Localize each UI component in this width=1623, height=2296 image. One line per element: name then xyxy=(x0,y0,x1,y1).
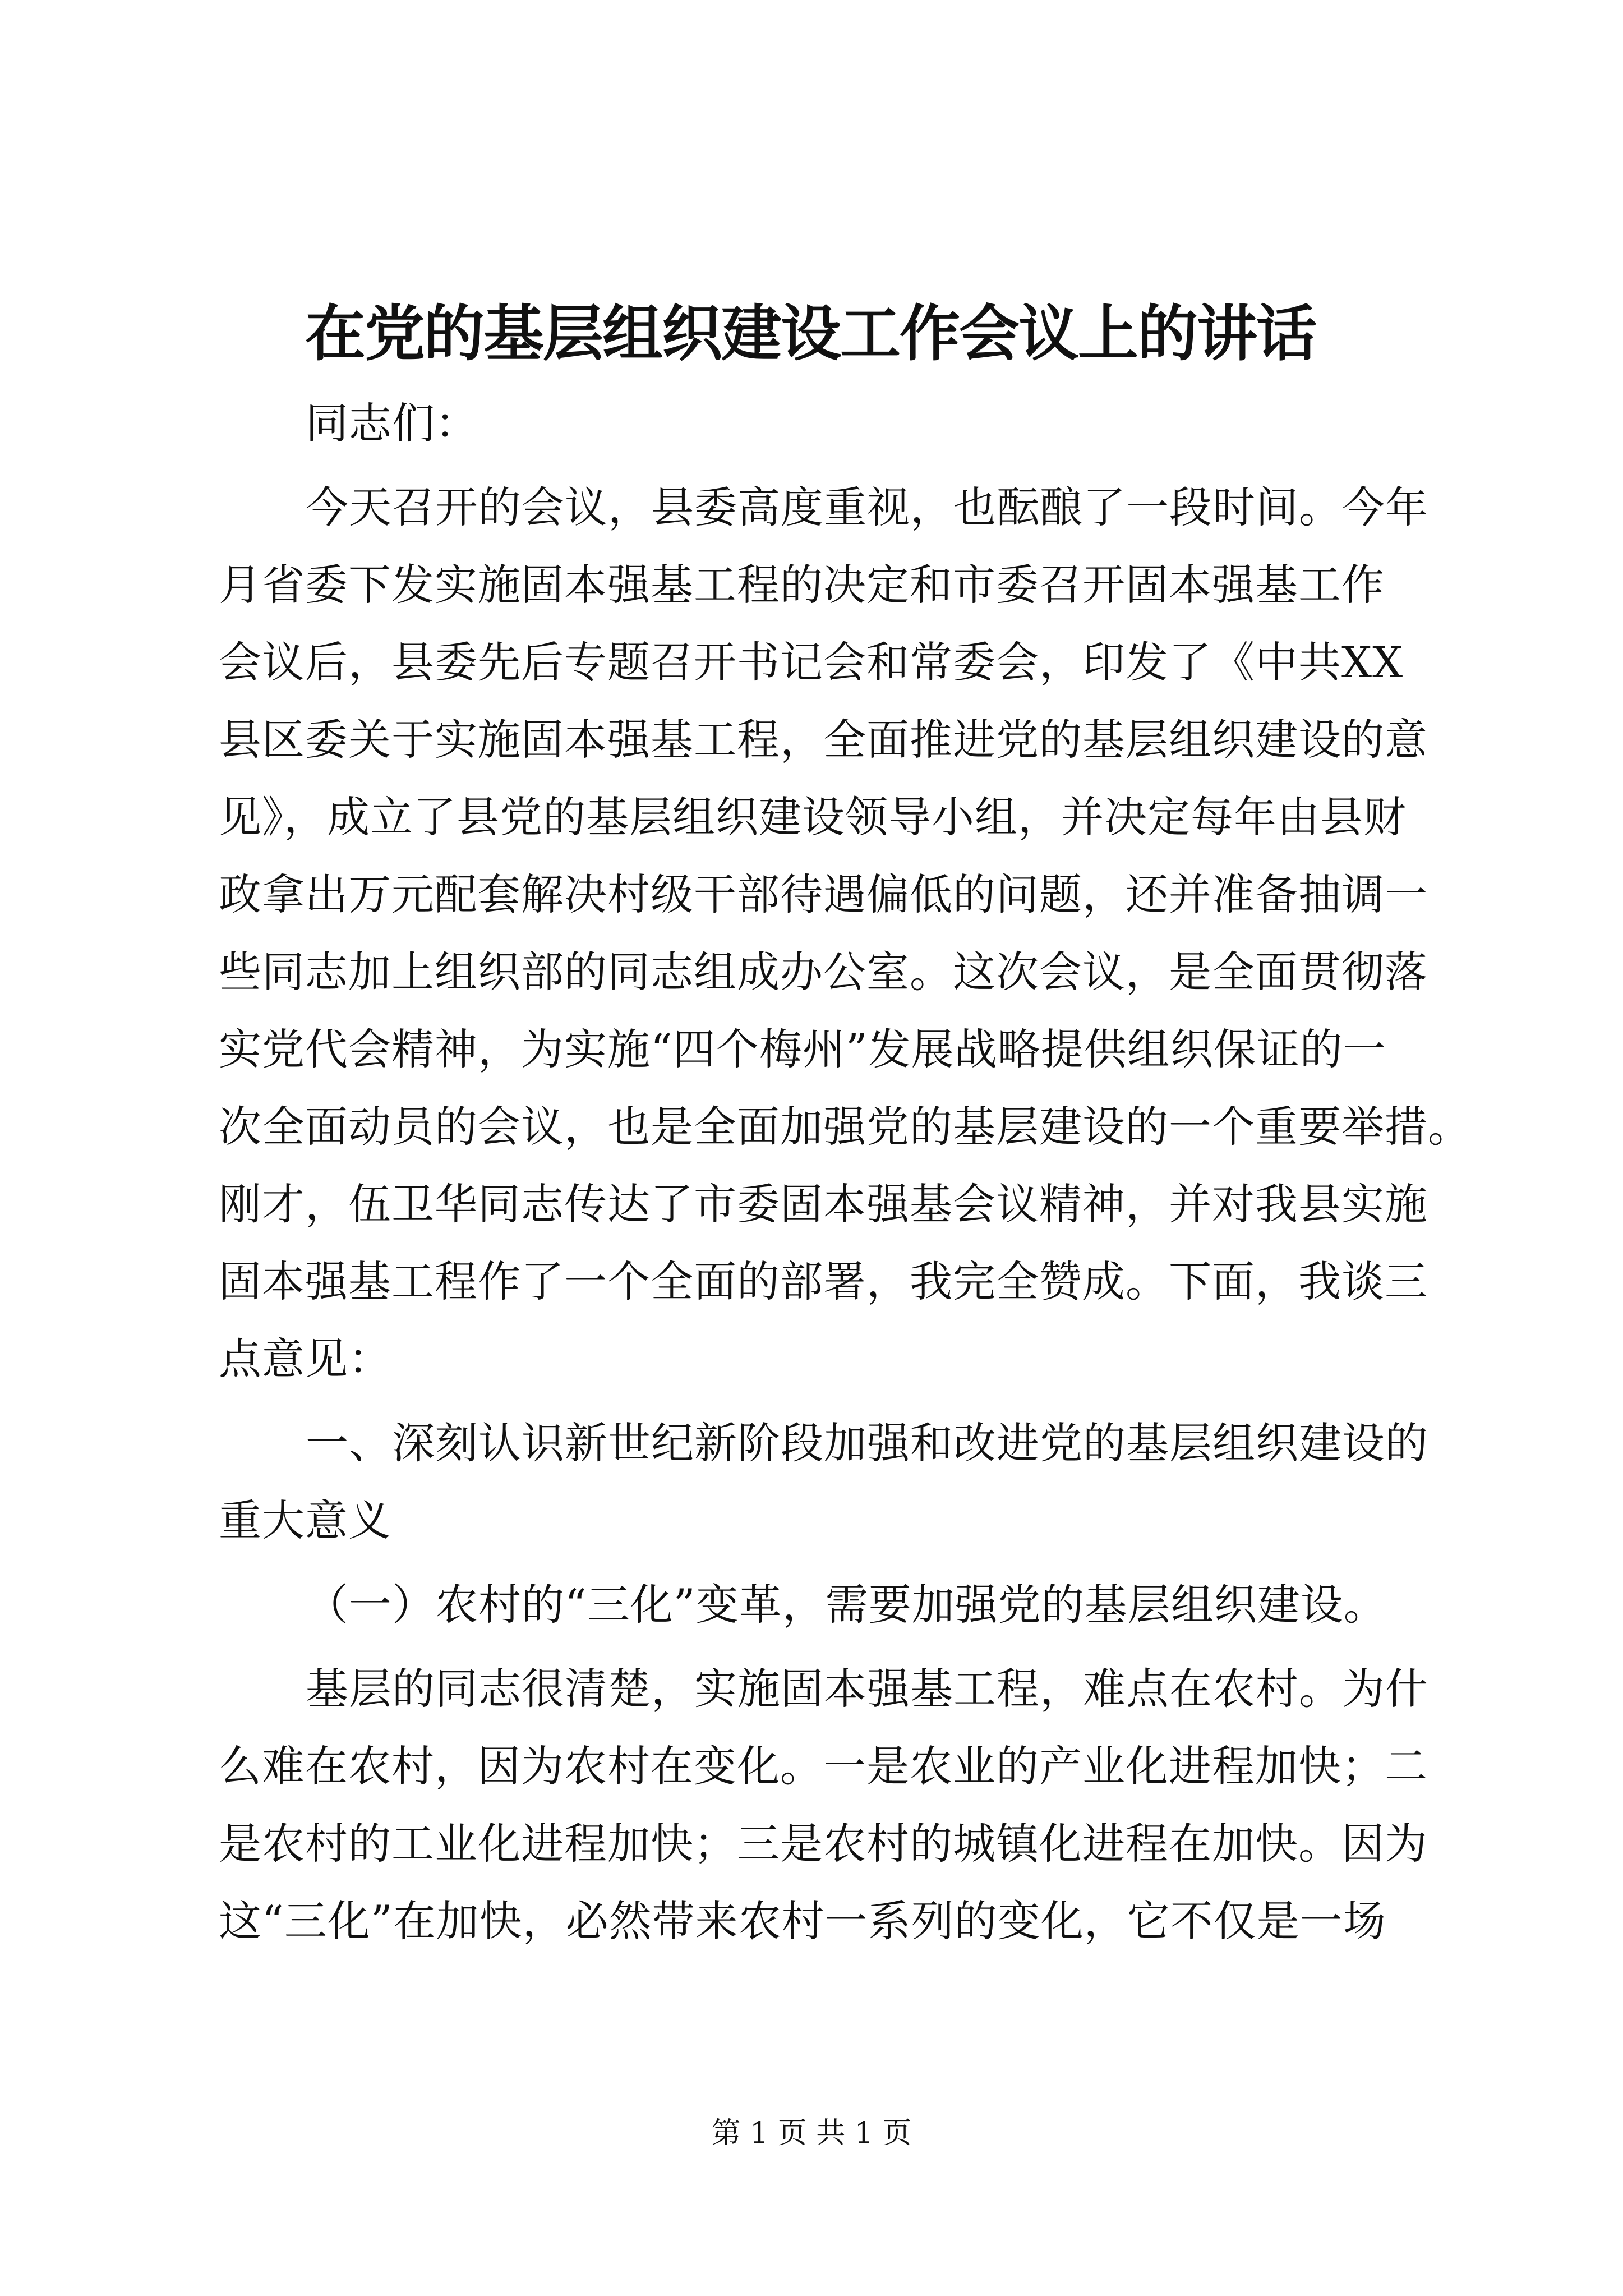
body-line: 这“三化”在加快，必然带来农村一系列的变化，它不仅是一场 xyxy=(219,1896,1386,1946)
body-line: 是农村的工业化进程加快；三是农村的城镇化进程在加快。因为 xyxy=(219,1819,1428,1869)
page-number-footer: 第 1 页 共 1 页 xyxy=(711,2116,912,2150)
document-title: 在党的基层组织建设工作会议上的讲话 xyxy=(305,298,1316,369)
section-heading-line: 一、深刻认识新世纪新阶段加强和改进党的基层组织建设的 xyxy=(306,1418,1428,1468)
body-line: 固本强基工程作了一个全面的部署，我完全赞成。下面，我谈三 xyxy=(219,1257,1428,1306)
body-line: 今天召开的会议，县委高度重视，也酝酿了一段时间。今年 xyxy=(306,482,1428,532)
body-line: 会议后，县委先后专题召开书记会和常委会，印发了《中共XX xyxy=(219,637,1404,687)
body-line: 月省委下发实施固本强基工程的决定和市委召开固本强基工作 xyxy=(219,560,1385,610)
body-line: 次全面动员的会议，也是全面加强党的基层建设的一个重要举措。 xyxy=(219,1102,1471,1152)
body-line: 些同志加上组织部的同志组成办公室。这次会议，是全面贯彻落 xyxy=(219,947,1428,997)
body-line: 政拿出万元配套解决村级干部待遇偏低的问题，还并准备抽调一 xyxy=(219,869,1428,919)
body-line: 刚才，伍卫华同志传达了市委固本强基会议精神，并对我县实施 xyxy=(219,1179,1428,1229)
body-line: 县区委关于实施固本强基工程，全面推进党的基层组织建设的意 xyxy=(219,715,1428,765)
salutation-line: 同志们： xyxy=(306,398,478,448)
body-line: 么难在农村，因为农村在变化。一是农业的产业化进程加快；二 xyxy=(219,1741,1428,1791)
section-heading-line: 重大意义 xyxy=(219,1496,391,1545)
body-line: 实党代会精神，为实施“四个梅州”发展战略提供组织保证的一 xyxy=(219,1024,1386,1074)
body-line: 点意见： xyxy=(219,1334,391,1384)
body-line: 基层的同志很清楚，实施固本强基工程，难点在农村。为什 xyxy=(306,1664,1428,1714)
subsection-heading-line: （一）农村的“三化”变革，需要加强党的基层组织建设。 xyxy=(306,1580,1387,1630)
body-line: 见》，成立了县党的基层组织建设领导小组，并决定每年由县财 xyxy=(219,792,1407,842)
